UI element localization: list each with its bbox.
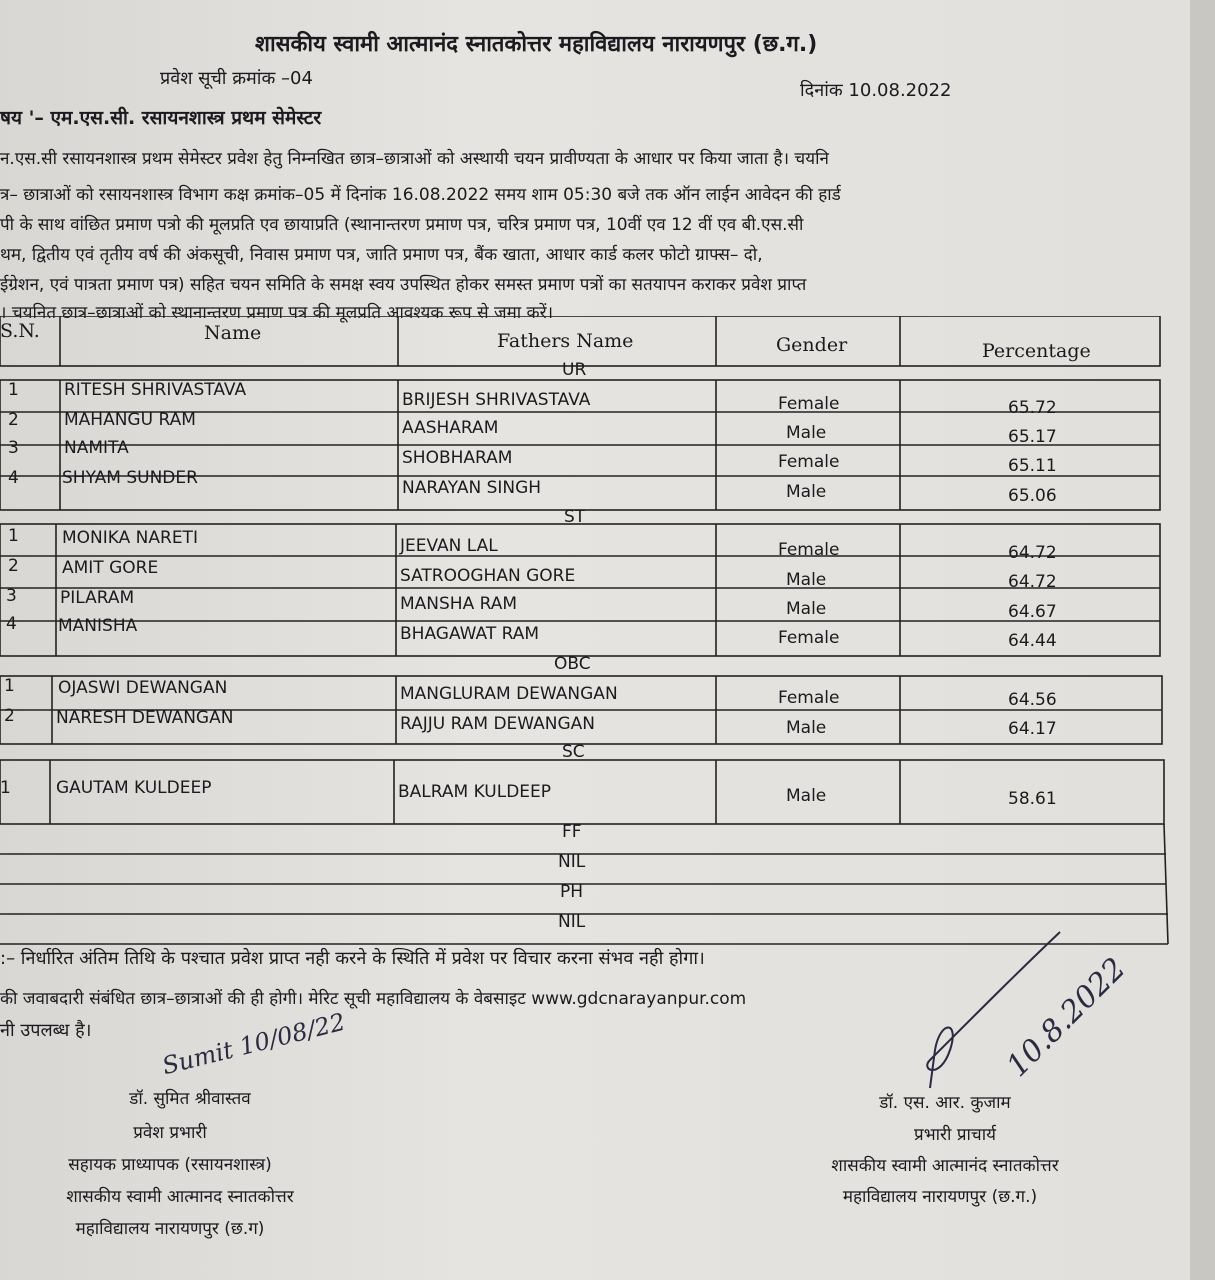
college-title: शासकीय स्वामी आत्मानंद स्नातकोत्तर महाविद्यालय नारायणपुर (छ.ग.) [255, 32, 818, 57]
table-cell-percentage: 64.72 [1008, 543, 1057, 563]
paragraph-line: । चयनित छात्र–छात्राओं को स्थानान्तरण प्रमाण पत्र की मूलप्रति आवश्यक रूप से जमा करें। [0, 303, 554, 323]
table-cell-father: NARAYAN SINGH [402, 478, 542, 498]
table-cell-gender: Male [786, 599, 827, 619]
table-cell-father: JEEVAN LAL [400, 536, 498, 556]
category-sc: SC [562, 742, 585, 762]
table-cell-gender: Female [778, 540, 840, 560]
category-ur: UR [562, 360, 587, 380]
handwritten-date-right: 10.8.2022 [999, 951, 1133, 1084]
table-cell-sn: 3 [8, 438, 19, 458]
paragraph-line: न.एस.सी रसायनशास्त्र प्रथम सेमेस्टर प्रवेश हेतु निम्नखित छात्र–छात्राओं को अस्थायी चयन प्रावीण्यता के आधार पर किया जाता है। चयनि [0, 149, 829, 169]
page-edge-shadow [1190, 0, 1215, 1280]
table-cell-percentage: 64.67 [1008, 602, 1057, 622]
table-cell-gender: Male [786, 570, 827, 590]
table-cell-name: SHYAM SUNDER [62, 468, 198, 488]
signatory-role-right: प्रभारी प्राचार्य [914, 1125, 996, 1145]
table-cell-name: RITESH SHRIVASTAVA [64, 380, 247, 400]
table-cell-father: MANGLURAM DEWANGAN [400, 684, 618, 704]
table-cell-name: MONIKA NARETI [62, 528, 198, 548]
table-cell-percentage: 58.61 [1008, 789, 1057, 809]
table-cell-sn: 4 [8, 468, 19, 488]
table-cell-father: BRIJESH SHRIVASTAVA [402, 390, 591, 410]
col-header-percentage: Percentage [982, 340, 1091, 362]
signatory-college-left: शासकीय स्वामी आत्मानद स्नातकोत्तर [66, 1187, 294, 1207]
table-cell-gender: Female [778, 628, 840, 648]
signatory-place-left: महाविद्यालय नारायणपुर (छ.ग) [75, 1219, 265, 1239]
signatory-role-left: प्रवेश प्रभारी [133, 1123, 207, 1143]
table-cell-father: RAJJU RAM DEWANGAN [400, 714, 596, 734]
table-cell-sn: 2 [8, 410, 19, 430]
table-cell-sn: 2 [4, 706, 15, 726]
table-cell-sn: 4 [6, 614, 17, 634]
table-cell-name: GAUTAM KULDEEP [56, 778, 212, 798]
table-cell-name: NAMITA [64, 438, 129, 458]
list-number: प्रवेश सूची क्रमांक –04 [160, 68, 313, 89]
signatory-designation-left: सहायक प्राध्यापक (रसायनशास्त्र) [68, 1155, 272, 1175]
col-header-sn: S.N. [0, 320, 40, 342]
category-st: ST [564, 507, 586, 527]
table-cell-percentage: 64.17 [1008, 719, 1057, 739]
col-header-name: Name [204, 322, 262, 344]
signatory-name-right: डॉ. एस. आर. कुजाम [879, 1093, 1011, 1113]
col-header-fathers-name: Fathers Name [497, 330, 634, 352]
table-cell-sn: 1 [4, 676, 15, 696]
category-ff-value: NIL [558, 852, 586, 872]
table-cell-father: BHAGAWAT RAM [400, 624, 540, 644]
note-line: :– निर्धारित अंतिम तिथि के पश्चात प्रवेश प्राप्त नही करने के स्थिति में प्रवेश पर विचार करना संभव नही होगा। [0, 948, 705, 969]
signatory-place-right: महाविद्यालय नारायणपुर (छ.ग.) [842, 1187, 1038, 1207]
handwritten-signature-left: Sumit 10/08/22 [159, 1007, 349, 1081]
table-cell-gender: Male [786, 786, 827, 806]
table-cell-sn: 1 [8, 380, 19, 400]
category-ph: PH [560, 882, 584, 902]
category-ph-value: NIL [558, 912, 586, 932]
table-cell-gender: Female [778, 452, 840, 472]
note-line: नी उपलब्ध है। [0, 1020, 92, 1041]
paragraph-line: ईग्रेशन, एवं पात्रता प्रमाण पत्र) सहित चयन समिति के समक्ष स्वय उपस्थित होकर समस्त प्रमाण पत्रों का सतयापन कराकर प्रवेश प्राप्त [0, 275, 807, 295]
table-cell-sn: 1 [8, 526, 19, 546]
table-cell-percentage: 65.06 [1008, 486, 1057, 506]
table-cell-gender: Female [778, 688, 840, 708]
table-cell-sn: 2 [8, 556, 19, 576]
subject-line: षय '– एम.एस.सी. रसायनशास्त्र प्रथम सेमेस्टर [0, 107, 322, 129]
category-obc: OBC [554, 654, 591, 674]
paragraph-line: त्र– छात्राओं को रसायनशास्त्र विभाग कक्ष क्रमांक–05 में दिनांक 16.08.2022 समय शाम 05:30 बजे तक ऑन लाईन आवेदन की हार्ड [0, 185, 841, 205]
table-cell-father: MANSHA RAM [400, 594, 518, 614]
table-cell-name: OJASWI DEWANGAN [58, 678, 228, 698]
signatory-name-left: डॉ. सुमित श्रीवास्तव [129, 1089, 251, 1109]
table-cell-gender: Male [786, 482, 827, 502]
table-cell-name: MANISHA [58, 616, 138, 636]
table-cell-percentage: 65.11 [1008, 456, 1057, 476]
table-cell-father: AASHARAM [402, 418, 499, 438]
table-cell-percentage: 64.56 [1008, 690, 1057, 710]
table-cell-sn: 3 [6, 586, 17, 606]
note-line: की जवाबदारी संबंधित छात्र–छात्राओं की ही होगी। मेरिट सूची महाविद्यालय के वेबसाइट www.gdcnarayanpur.com [0, 989, 747, 1009]
paragraph-line: थम, द्वितीय एवं तृतीय वर्ष की अंकसूची, निवास प्रमाण पत्र, जाति प्रमाण पत्र, बैंक खाता, आधार कार्ड कलर फोटो ग्राफ्स– दो, [0, 245, 763, 265]
table-cell-name: NARESH DEWANGAN [56, 708, 234, 728]
paragraph-line: पी के साथ वांछित प्रमाण पत्रो की मूलप्रति एव छायाप्रति (स्थानान्तरण प्रमाण पत्र, चरित्र प्रमाण पत्र, 10वीं एव 12 वीं एव बी.एस.सी [0, 215, 804, 235]
table-cell-name: MAHANGU RAM [64, 410, 196, 430]
table-cell-father: SHOBHARAM [402, 448, 513, 468]
signatory-college-right: शासकीय स्वामी आत्मानंद स्नातकोत्तर [831, 1156, 1059, 1176]
table-cell-percentage: 64.72 [1008, 572, 1057, 592]
table-cell-gender: Female [778, 394, 840, 414]
col-header-gender: Gender [776, 334, 848, 356]
table-cell-name: AMIT GORE [62, 558, 159, 578]
date-label: दिनांक 10.08.2022 [800, 80, 952, 101]
table-cell-name: PILARAM [60, 588, 135, 608]
table-cell-sn: 1 [0, 778, 11, 798]
table-cell-percentage: 64.44 [1008, 631, 1057, 651]
table-cell-percentage: 65.17 [1008, 427, 1057, 447]
table-cell-gender: Male [786, 718, 827, 738]
table-cell-gender: Male [786, 423, 827, 443]
table-cell-father: SATROOGHAN GORE [400, 566, 576, 586]
table-cell-percentage: 65.72 [1008, 398, 1057, 418]
category-ff: FF [562, 822, 582, 842]
table-cell-father: BALRAM KULDEEP [398, 782, 552, 802]
